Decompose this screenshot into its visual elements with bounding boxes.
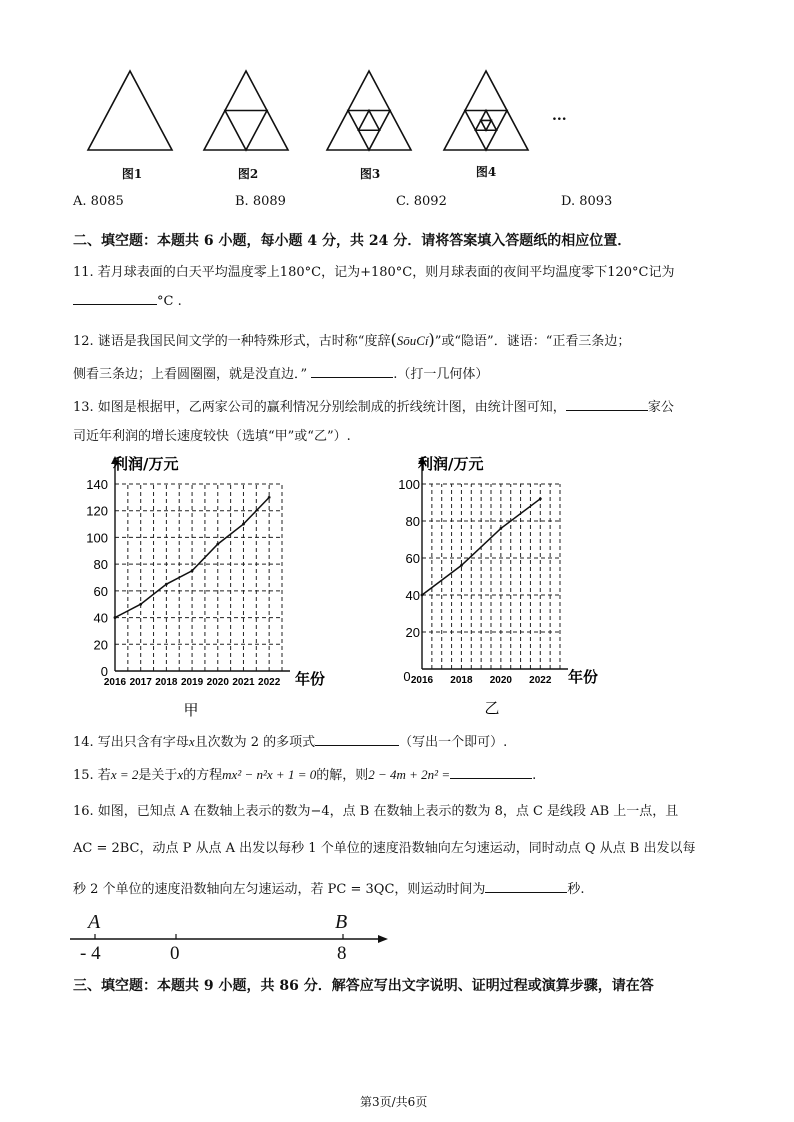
chart-caption: 甲	[183, 701, 199, 719]
section-2-title: 二、填空题：本题共 6 小题，每小题 4 分，共 24 分．请将答案填入答题纸的相应位置．	[73, 233, 632, 249]
data-point	[460, 564, 463, 567]
x-tick-label: 2022	[529, 675, 552, 686]
x-axis-label: 年份	[295, 670, 326, 688]
data-point	[539, 497, 542, 500]
question-11-line-1: 11. 若月球表面的白天平均温度零上180°C，记为+180°C，则月球表面的夜间平均温度零下120°C记为	[73, 265, 675, 280]
origin-label: 0	[403, 669, 411, 684]
number-line	[60, 908, 400, 963]
y-tick-label: 100	[86, 530, 108, 546]
option-d: D. 8093	[561, 194, 613, 209]
answer-blank-12[interactable]	[311, 364, 393, 378]
ellipsis: ...	[552, 108, 567, 124]
data-point	[165, 583, 168, 586]
y-tick-label: 60	[405, 551, 420, 566]
data-point	[499, 527, 502, 530]
point-a-label: A	[88, 911, 101, 933]
data-point	[114, 616, 117, 619]
y-tick-label: 120	[86, 503, 108, 519]
tick-label-neg4: - 4	[80, 943, 101, 964]
question-14: 14. 写出只含有字母x且次数为 2 的多项式 （写出一个即可）.	[73, 734, 508, 750]
page-footer: 第3页/共6页	[360, 1095, 428, 1109]
y-tick-label: 40	[405, 588, 420, 603]
chart-caption: 乙	[484, 699, 500, 717]
y-tick-label: 20	[405, 625, 420, 640]
figure-label-1: 图1	[121, 167, 143, 181]
answer-blank-14[interactable]	[315, 732, 399, 746]
option-b: B. 8089	[235, 194, 286, 209]
question-16-line-2: AC = 2BC，动点 P 从点 A 出发以每秒 1 个单位的速度沿数轴向左匀速运动，同时动点 Q 从点 B 出发以每	[73, 841, 696, 856]
x-tick-label: 2016	[103, 677, 127, 688]
data-point	[242, 523, 245, 526]
profit-charts	[0, 450, 794, 725]
section-3-title: 三、填空题：本题共 9 小题，共 86 分．解答应写出文字说明、证明过程或演算步骤，请在答	[73, 978, 654, 994]
question-13-line-1: 13. 如图是根据甲，乙两家公司的赢利情况分别绘制成的折线统计图，由统计图可知， 家公	[73, 396, 674, 415]
option-c: C. 8092	[396, 194, 447, 209]
data-point	[139, 603, 142, 606]
answer-blank-11[interactable]	[73, 291, 157, 305]
point-b-label: B	[335, 911, 348, 933]
option-a: A. 8085	[73, 194, 124, 209]
y-tick-label: 60	[93, 583, 108, 599]
figure-label-2: 图2	[237, 167, 259, 181]
figure-3-triangle	[327, 71, 411, 150]
y-tick-label: 20	[93, 637, 108, 653]
figure-4-triangle	[444, 71, 528, 150]
figure-2-triangle	[204, 71, 288, 150]
x-tick-label: 2018	[155, 677, 178, 688]
x-tick-label: 2022	[258, 677, 281, 688]
x-tick-label: 2020	[489, 675, 512, 686]
question-12-line-1: 12. 谜语是我国民间文学的一种特殊形式，古时称“度辞(SōuCí)”或“隐语”．谜语：“正看三条边；	[73, 330, 631, 349]
data-point	[191, 569, 194, 572]
answer-blank-15[interactable]	[450, 765, 532, 779]
figure-1-triangle	[88, 71, 172, 150]
x-tick-label: 2021	[232, 677, 255, 688]
tick-label-8: 8	[337, 943, 347, 964]
y-tick-label: 140	[86, 477, 108, 492]
question-13-line-2: 司近年利润的增长速度较快（选填“甲”或“乙”）.	[73, 429, 351, 444]
data-point	[421, 594, 424, 597]
question-16-line-1: 16. 如图，已知点 A 在数轴上表示的数为−4，点 B 在数轴上表示的数为 8，点 C 是线段 AB 上一点，且	[73, 804, 679, 819]
y-tick-label: 100	[398, 477, 420, 492]
x-tick-label: 2019	[180, 677, 204, 688]
figure-label-4: 图4	[475, 165, 497, 179]
question-11-answer: °C .	[73, 291, 182, 309]
figure-label-3: 图3	[359, 167, 381, 181]
x-axis-label: 年份	[568, 668, 599, 686]
x-tick-label: 2017	[129, 677, 152, 688]
x-tick-label: 2018	[450, 675, 473, 686]
question-12-line-2: 侧看三条边；上看圆圈圈，就是没直边．” .（打一几何体）	[73, 363, 488, 382]
question-16-line-3: 秒 2 个单位的速度沿数轴向左匀速运动，若 PC = 3QC，则运动时间为 秒.	[73, 878, 585, 897]
y-tick-label: 40	[93, 610, 108, 626]
tick-label-0: 0	[170, 943, 180, 964]
question-15: 15. 若x = 2是关于x的方程mx² − n²x + 1 = 0的解，则2 − 4m + 2n² = .	[73, 767, 537, 783]
data-point	[216, 543, 219, 546]
y-tick-label: 0	[100, 664, 108, 679]
x-tick-label: 2016	[410, 675, 434, 686]
x-tick-label: 2020	[206, 677, 229, 688]
answer-blank-13[interactable]	[566, 397, 648, 411]
answer-blank-16[interactable]	[485, 879, 567, 893]
chart-title: 利润/万元	[113, 455, 179, 473]
data-point	[268, 496, 271, 499]
y-tick-label: 80	[405, 514, 420, 529]
chart-title: 利润/万元	[418, 455, 484, 473]
sierpinski-figures	[0, 0, 794, 185]
y-tick-label: 80	[93, 557, 108, 573]
